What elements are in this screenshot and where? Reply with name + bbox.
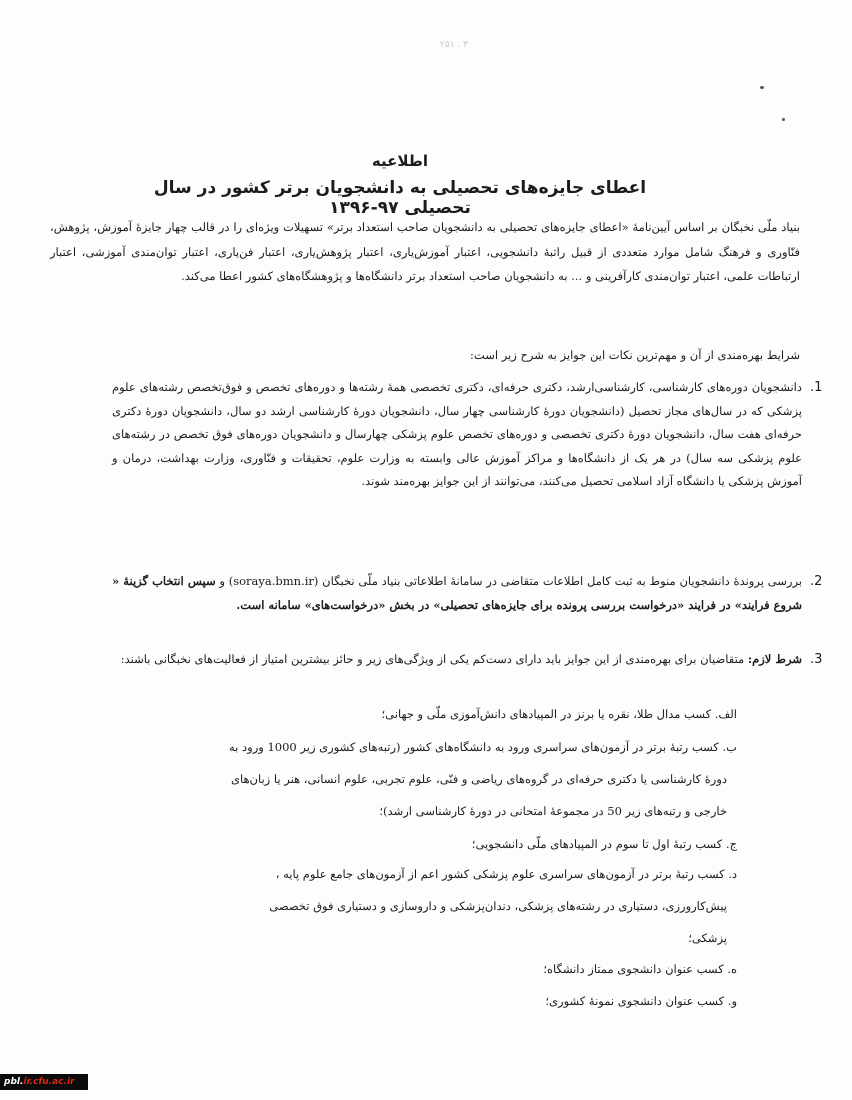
list-item <box>112 648 823 672</box>
sub-item-continuation: پیش‌کارورزی، دستیاری در رشته‌های پزشکی، دندان‌پزشکی و داروسازی و دستیاری فوق تخصصی <box>269 899 727 913</box>
sub-item: الف. کسب مدال طلا، نقره یا برنز در المپیادهای دانش‌آموزی ملّی و جهانی؛ <box>381 707 737 721</box>
intro-paragraph: بنیاد ملّی نخبگان بر اساس آیین‌نامهٔ «اعطای جایزه‌های تحصیلی به دانشجویان صاحب استعداد برتر» تسهیلات ویژه‌ای را در قالب چهار جایزهٔ آموزش، پژوهش، فنّاوری و فرهنگ شامل موارد متعددی از قبیل راتبهٔ دانشجویی، اعتبار آموزش‌یاری، اعتبار پژوهش‌یاری، اعتبار فن‌یاری، اعتبار توان‌مندی آموزشی، اعتبار ارتباطات علمی، اعتبار توان‌مندی کارآفرینی و ... به دانشجویان صاحب استعداد برتر دانشگاه‌ها و پژوهشگاه‌های کشور اعطا می‌کند. <box>50 220 800 283</box>
item-bold-text: سپس انتخاب گزینهٔ « شروع فرایند» در فرایند «درخواست بررسی پرونده برای جایزه‌های تحصیلی» در بخش «درخواست‌های» سامانه است. <box>112 574 802 612</box>
watermark-domain: ir.cfu.ac.ir <box>23 1077 75 1087</box>
item-number: 3. <box>810 652 823 667</box>
sub-item-continuation: پزشکی؛ <box>688 931 727 945</box>
conditions-intro: شرایط بهره‌مندی از آن و مهم‌ترین نکات این جوایز به شرح زیر است: <box>470 348 800 362</box>
watermark-prefix: pbl. <box>4 1077 24 1087</box>
item-text: دانشجویان دوره‌های کارشناسی، کارشناسی‌ارشد، دکتری حرفه‌ای، دکتری تخصصی همهٔ رشته‌ها و دوره‌های تخصص و فوق‌تخصص رشته‌های علوم پزشکی که در سال‌های مجاز تحصیل (دانشجویان دورهٔ کارشناسی چهار سال، دانشجویان دورهٔ کارشناسی ارشد دو سال، دانشجویان دورهٔ دکتری حرفه‌ای هفت سال، دانشجویان دورهٔ دکتری تخصصی و دوره‌های تخصص علوم پزشکی چهارسال و دانشجویان دوره‌های فوق تخصص در رشته‌های علوم پزشکی سه سال) در هر یک از دانشگاه‌ها و مراکز آموزش عالی وابسته به وزارت علوم، تحقیقات و فنّاوری، وزارت بهداشت، درمان و آموزش پزشکی یا دانشگاه آزاد اسلامی تحصیل می‌کنند، می‌توانند از این جوایز بهره‌مند شوند. <box>112 380 802 488</box>
site-watermark <box>0 1074 88 1090</box>
sub-item: ب. کسب رتبهٔ برتر در آزمون‌های سراسری ورود به دانشگاه‌های کشور (رتبه‌های کشوری زیر 1000 ورود به <box>229 740 737 754</box>
sub-item: و. کسب عنوان دانشجوی نمونهٔ کشوری؛ <box>545 994 737 1008</box>
list-item <box>112 570 823 617</box>
sub-item-continuation: دورهٔ کارشناسی یا دکتری حرفه‌ای در گروه‌های ریاضی و فنّی، علوم تجربی، علوم انسانی، هنر یا زبان‌های <box>230 772 727 786</box>
document-subtitle: اعطای جایزه‌های تحصیلی به دانشجویان برتر کشور در سال تحصیلی ۹۷-۱۳۹۶ <box>153 178 647 218</box>
sub-item: ه. کسب عنوان دانشجوی ممتاز دانشگاه؛ <box>543 962 737 976</box>
sub-item: ج. کسب رتبهٔ اول تا سوم در المپیادهای ملّی دانشجویی؛ <box>471 837 737 851</box>
scan-dot <box>782 118 785 121</box>
header-stamp: ٢۵٣ . ١ <box>440 40 468 50</box>
sub-item-continuation: خارجی و رتبه‌های زیر 50 در مجموعهٔ امتحانی در دورهٔ کارشناسی ارشد)؛ <box>379 804 727 818</box>
sub-item: د. کسب رتبهٔ برتر در آزمون‌های سراسری علوم پزشکی کشور اعم از آزمون‌های جامع علوم پایه ، <box>275 867 737 881</box>
list-item <box>112 376 823 494</box>
item-number: 2. <box>810 574 823 589</box>
item-text: متقاضیان برای بهره‌مندی از این جوایز باید دارای دست‌کم یکی از ویژگی‌های زیر و حائز بیشترین امتیاز از فعالیت‌های نخبگانی باشند: <box>120 652 748 666</box>
item-bold-lead: شرط لازم: <box>747 652 802 666</box>
item-text: بررسی پروندهٔ دانشجویان منوط به ثبت کامل اطلاعات متقاضی در سامانهٔ اطلاعاتی بنیاد ملّی نخبگان (soraya.bmn.ir) و <box>215 574 802 588</box>
scan-dot <box>760 86 764 89</box>
document-title: اطلاعیه <box>371 152 429 170</box>
item-number: 1. <box>810 380 823 395</box>
